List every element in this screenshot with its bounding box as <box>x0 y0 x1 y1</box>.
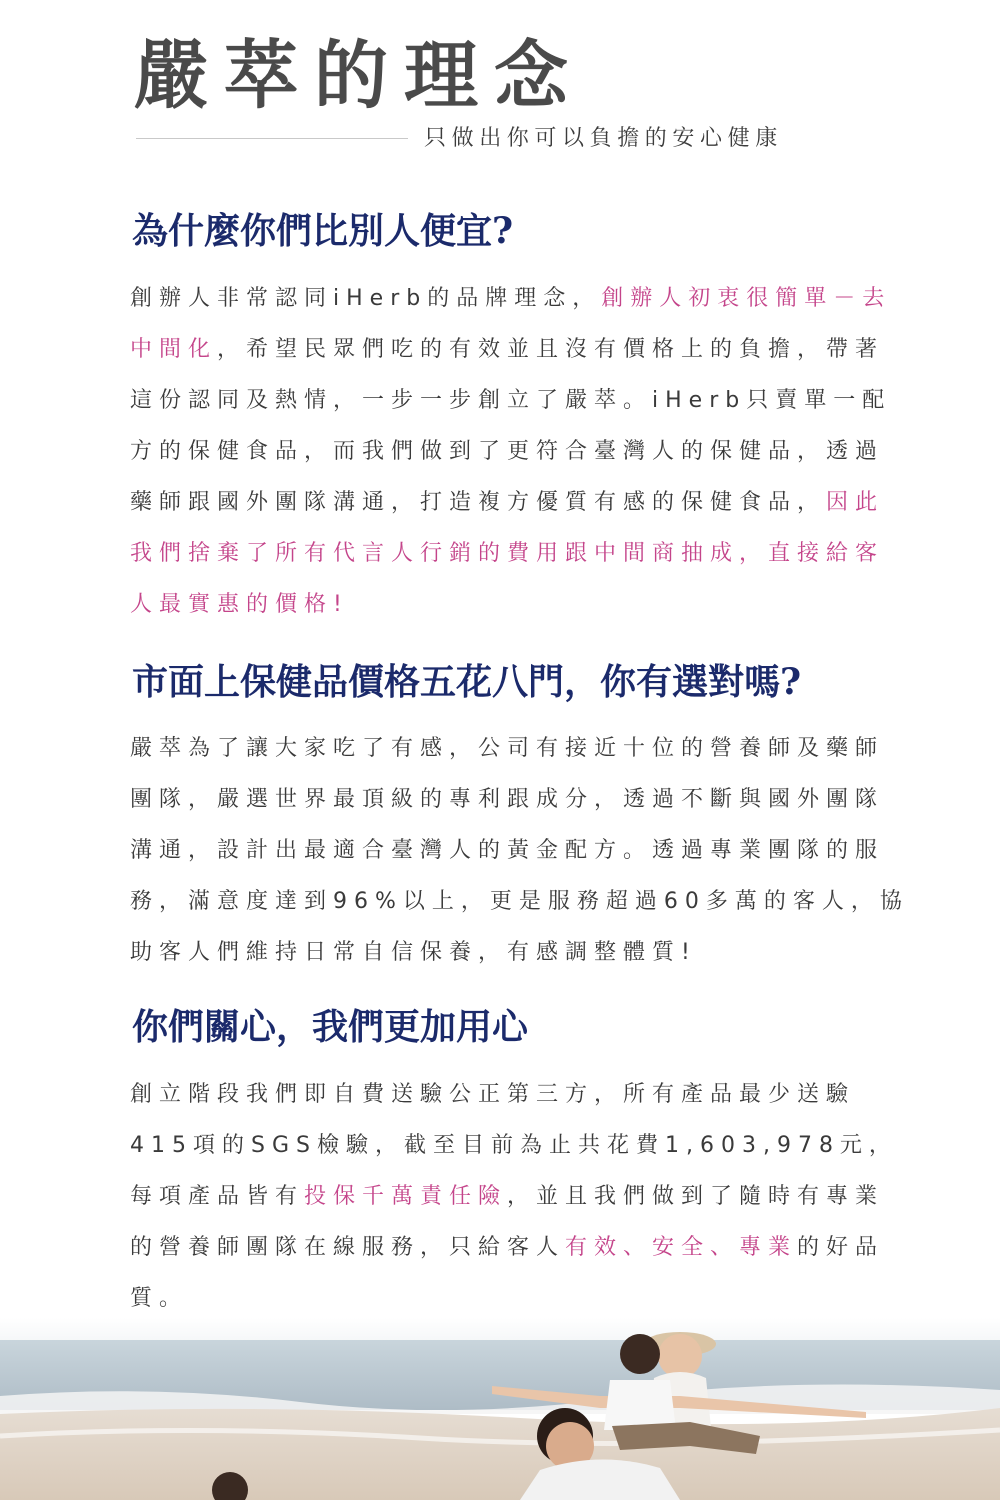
section-body-care <box>130 1069 910 1324</box>
subtitle-divider <box>136 138 408 139</box>
body-text: 創辦人非常認同iHerb的品牌理念， <box>130 286 602 311</box>
body-text: 創立階段我們即自費送驗公正第三方，所有產品最少送驗415項的SGS檢驗，截至目前為止共花費1,603,978元，每項產品皆有 <box>130 1082 898 1209</box>
highlight-text: 有效、安全、專業 <box>565 1235 798 1260</box>
beach-photo-illustration <box>0 1318 1000 1500</box>
section-heading-care: 你們關心，我們更加用心 <box>132 1006 529 1048</box>
section-body-price-choice <box>130 723 910 978</box>
body-text: ，希望民眾們吃的有效並且沒有價格上的負擔，帶著這份認同及熱情，一步一步創立了嚴萃。iHerb只賣單一配方的保健食品，而我們做到了更符合臺灣人的保健品，透過藥師跟國外團隊溝通，打造複方優質有感的保健食品， <box>130 337 892 515</box>
page-title: 嚴萃的理念 <box>134 33 584 119</box>
section-heading-price-choice: 市面上保健品價格五花八門，你有選對嗎? <box>132 661 802 703</box>
highlight-text: 創辦人初衷很簡單－去中間化 <box>130 286 892 362</box>
body-text: 嚴萃為了讓大家吃了有感，公司有接近十位的營養師及藥師團隊，嚴選世界最頂級的專利跟成分，透過不斷與國外團隊溝通，設計出最適合臺灣人的黃金配方。透過專業團隊的服務，滿意度達到96%以上，更是服務超過60多萬的客人，協助客人們維持日常自信保養，有感調整體質! <box>130 736 909 965</box>
section-heading-why-cheaper: 為什麼你們比別人便宜? <box>132 210 514 252</box>
page-subtitle: 只做出你可以負擔的安心健康 <box>424 126 783 151</box>
highlight-text: 因此我們捨棄了所有代言人行銷的費用跟中間商抽成，直接給客人最實惠的價格! <box>130 490 885 617</box>
section-body-why-cheaper <box>130 273 910 630</box>
body-text: 的好品質。 <box>130 1235 885 1311</box>
highlight-text: 投保千萬責任險 <box>304 1184 508 1209</box>
body-text: ，並且我們做到了隨時有專業的營養師團隊在線服務，只給客人 <box>130 1184 885 1260</box>
family-beach-photo <box>0 1318 1000 1500</box>
